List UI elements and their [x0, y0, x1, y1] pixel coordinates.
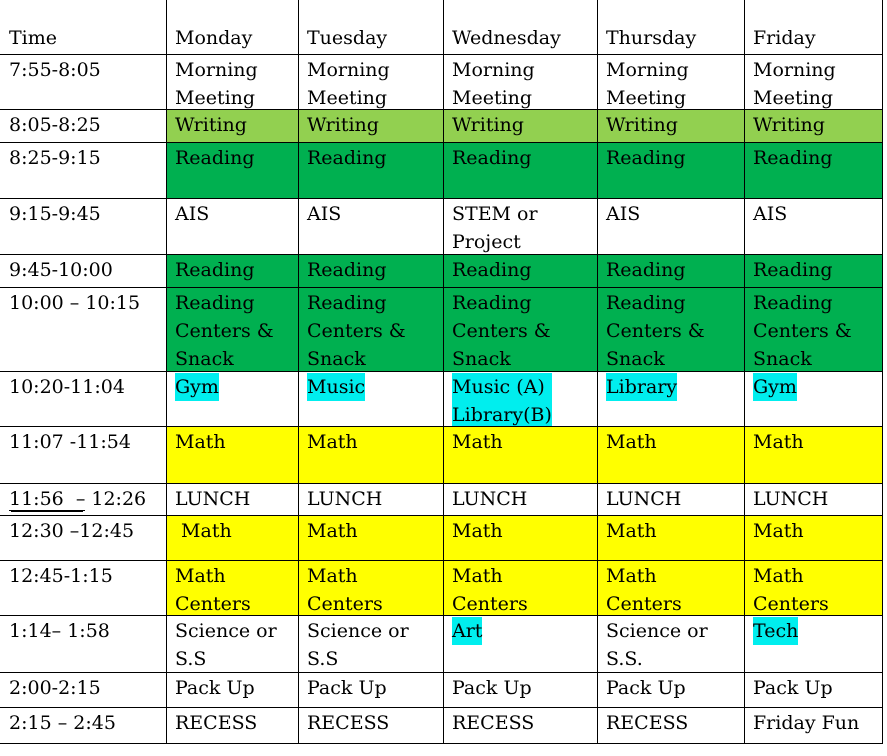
activity-label: Reading	[307, 259, 387, 281]
activity-cell-wednesday	[443, 254, 597, 287]
header-label: Monday	[175, 27, 253, 49]
column-divider	[298, 0, 299, 744]
activity-cell-tuesday	[298, 672, 443, 707]
activity-cell-wednesday	[443, 615, 597, 672]
row-divider	[0, 109, 883, 110]
activity-cell-thursday	[597, 54, 744, 109]
activity-cell-tuesday	[298, 371, 443, 426]
activity-label: Reading Centers & Snack	[606, 292, 705, 370]
activity-label: Math Centers	[307, 565, 383, 615]
activity-cell-friday	[744, 198, 882, 254]
header-thursday	[597, 0, 744, 54]
activity-label: Science or S.S	[307, 620, 409, 670]
time-label: 12:45-1:15	[9, 565, 113, 587]
activity-label: Tech	[753, 617, 798, 645]
column-divider	[166, 0, 167, 744]
activity-cell-wednesday	[443, 142, 597, 198]
time-label: 12:30 –12:45	[9, 520, 135, 542]
time-cell	[0, 515, 166, 560]
column-divider	[744, 0, 745, 744]
time-cell	[0, 371, 166, 426]
activity-label: Reading Centers & Snack	[175, 292, 274, 370]
time-label: 11:07 -11:54	[9, 431, 131, 453]
time-label: 8:25-9:15	[9, 147, 101, 169]
activity-cell-friday	[744, 142, 882, 198]
time-cell	[0, 560, 166, 615]
header-label: Thursday	[606, 27, 697, 49]
activity-label: Pack Up	[753, 677, 833, 699]
row-divider	[0, 198, 883, 199]
row-divider	[0, 743, 883, 744]
activity-cell-monday	[166, 707, 298, 743]
activity-cell-tuesday	[298, 142, 443, 198]
activity-cell-thursday	[597, 672, 744, 707]
activity-label: Math	[175, 431, 226, 453]
activity-label: LUNCH	[606, 488, 682, 510]
column-divider	[597, 0, 598, 744]
activity-label: AIS	[606, 203, 641, 225]
activity-label: Morning Meeting	[606, 59, 689, 109]
time-cell	[0, 615, 166, 672]
time-cell	[0, 142, 166, 198]
activity-label: Reading	[452, 259, 532, 281]
activity-cell-monday	[166, 54, 298, 109]
activity-label: Reading Centers & Snack	[307, 292, 406, 370]
activity-cell-wednesday	[443, 560, 597, 615]
activity-label: Math Centers	[753, 565, 829, 615]
activity-cell-wednesday	[443, 109, 597, 142]
activity-cell-tuesday	[298, 198, 443, 254]
activity-label: AIS	[175, 203, 210, 225]
activity-label: Writing	[175, 114, 247, 136]
activity-cell-thursday	[597, 287, 744, 371]
row-divider	[0, 615, 883, 616]
activity-label: Math	[452, 520, 503, 542]
activity-label: Gym	[175, 373, 219, 401]
activity-cell-friday	[744, 707, 882, 743]
time-cell	[0, 707, 166, 743]
activity-label: Library	[606, 373, 677, 401]
row-divider	[0, 426, 883, 427]
activity-cell-thursday	[597, 483, 744, 515]
activity-label: Math	[452, 431, 503, 453]
activity-label: Reading	[175, 147, 255, 169]
activity-label: Morning Meeting	[452, 59, 535, 109]
activity-label: Math Centers	[175, 565, 251, 615]
activity-cell-wednesday	[443, 483, 597, 515]
activity-label: Friday Fun	[753, 712, 860, 734]
activity-cell-wednesday	[443, 54, 597, 109]
activity-label: Pack Up	[175, 677, 255, 699]
activity-label: Reading	[753, 147, 833, 169]
activity-cell-monday	[166, 142, 298, 198]
activity-cell-friday	[744, 483, 882, 515]
row-divider	[0, 483, 883, 484]
activity-cell-wednesday	[443, 426, 597, 483]
activity-label: Writing	[753, 114, 825, 136]
activity-cell-thursday	[597, 515, 744, 560]
activity-cell-thursday	[597, 198, 744, 254]
activity-cell-tuesday	[298, 426, 443, 483]
activity-label: Science or S.S	[175, 620, 277, 670]
header-label: Tuesday	[307, 27, 388, 49]
activity-cell-friday	[744, 615, 882, 672]
time-cell	[0, 287, 166, 371]
header-friday	[744, 0, 882, 54]
activity-label: Math	[175, 520, 232, 542]
activity-label: Reading	[753, 259, 833, 281]
time-label: 7:55-8:05	[9, 59, 101, 81]
activity-label: RECESS	[452, 712, 535, 734]
header-monday	[166, 0, 298, 54]
header-time	[0, 0, 166, 54]
activity-label: AIS	[307, 203, 342, 225]
activity-label: Writing	[452, 114, 524, 136]
column-divider	[882, 0, 883, 744]
activity-label: LUNCH	[175, 488, 251, 510]
activity-cell-friday	[744, 515, 882, 560]
time-label: 9:45-10:00	[9, 259, 113, 281]
time-label: 2:00-2:15	[9, 677, 101, 699]
activity-cell-thursday	[597, 142, 744, 198]
activity-cell-tuesday	[298, 483, 443, 515]
activity-cell-monday	[166, 483, 298, 515]
activity-label: Pack Up	[452, 677, 532, 699]
time-label-underlined: 11:56 –	[9, 488, 86, 510]
row-divider	[0, 254, 883, 255]
activity-cell-monday	[166, 615, 298, 672]
activity-label: Math Centers	[606, 565, 682, 615]
time-label: 1:14– 1:58	[9, 620, 110, 642]
activity-label: Reading	[175, 259, 255, 281]
time-cell	[0, 672, 166, 707]
activity-cell-friday	[744, 371, 882, 426]
time-cell	[0, 426, 166, 483]
row-divider	[0, 515, 883, 516]
activity-cell-wednesday	[443, 672, 597, 707]
row-divider	[0, 287, 883, 288]
activity-label: Pack Up	[307, 677, 387, 699]
activity-cell-monday	[166, 287, 298, 371]
activity-label: LUNCH	[452, 488, 528, 510]
activity-label: Math	[606, 431, 657, 453]
activity-label: Reading Centers & Snack	[753, 292, 852, 370]
activity-label: AIS	[753, 203, 788, 225]
activity-label: Reading	[606, 259, 686, 281]
row-divider	[0, 560, 883, 561]
time-label: 9:15-9:45	[9, 203, 101, 225]
header-label: Time	[9, 27, 58, 49]
activity-cell-monday	[166, 515, 298, 560]
activity-cell-tuesday	[298, 287, 443, 371]
time-label: 10:20-11:04	[9, 376, 125, 398]
activity-cell-tuesday	[298, 54, 443, 109]
activity-cell-tuesday	[298, 560, 443, 615]
row-divider	[0, 142, 883, 143]
activity-label: Reading	[307, 147, 387, 169]
activity-label: Math	[307, 431, 358, 453]
activity-cell-thursday	[597, 615, 744, 672]
activity-label: RECESS	[606, 712, 689, 734]
header-tuesday	[298, 0, 443, 54]
activity-cell-monday	[166, 254, 298, 287]
activity-label: Math	[753, 431, 804, 453]
activity-label: LUNCH	[753, 488, 829, 510]
activity-cell-wednesday	[443, 198, 597, 254]
activity-label: Reading Centers & Snack	[452, 292, 551, 370]
activity-cell-thursday	[597, 560, 744, 615]
activity-cell-tuesday	[298, 615, 443, 672]
time-cell	[0, 254, 166, 287]
activity-label: Music	[307, 373, 365, 401]
activity-label: Reading	[452, 147, 532, 169]
activity-label: Math	[753, 520, 804, 542]
row-divider	[0, 707, 883, 708]
time-cell	[0, 54, 166, 109]
activity-label: RECESS	[307, 712, 390, 734]
activity-label: Morning Meeting	[175, 59, 258, 109]
activity-cell-thursday	[597, 426, 744, 483]
column-divider	[443, 0, 444, 744]
activity-cell-thursday	[597, 109, 744, 142]
activity-cell-wednesday	[443, 287, 597, 371]
time-label: 10:00 – 10:15	[9, 292, 141, 314]
time-label: 8:05-8:25	[9, 114, 101, 136]
time-label	[9, 485, 146, 513]
activity-label: Art	[452, 617, 482, 645]
activity-label: Pack Up	[606, 677, 686, 699]
activity-cell-friday	[744, 426, 882, 483]
activity-cell-monday	[166, 560, 298, 615]
activity-cell-wednesday	[443, 707, 597, 743]
activity-cell-friday	[744, 109, 882, 142]
row-divider	[0, 54, 883, 55]
activity-cell-monday	[166, 426, 298, 483]
activity-label: Morning Meeting	[753, 59, 836, 109]
row-divider	[0, 371, 883, 372]
activity-cell-friday	[744, 254, 882, 287]
activity-cell-wednesday	[443, 515, 597, 560]
activity-label: Music (A) Library(B)	[452, 373, 552, 429]
activity-cell-tuesday	[298, 707, 443, 743]
row-divider	[0, 672, 883, 673]
activity-label: Science or S.S.	[606, 620, 708, 670]
activity-cell-tuesday	[298, 109, 443, 142]
activity-label: Morning Meeting	[307, 59, 390, 109]
activity-cell-friday	[744, 672, 882, 707]
activity-cell-monday	[166, 198, 298, 254]
activity-label: Gym	[753, 373, 797, 401]
activity-label: Writing	[606, 114, 678, 136]
time-cell	[0, 109, 166, 142]
activity-label: RECESS	[175, 712, 258, 734]
activity-cell-monday	[166, 371, 298, 426]
header-wednesday	[443, 0, 597, 54]
header-label: Wednesday	[452, 27, 561, 49]
activity-label: STEM or Project	[452, 203, 538, 253]
activity-cell-wednesday	[443, 371, 597, 426]
activity-label: LUNCH	[307, 488, 383, 510]
activity-cell-friday	[744, 287, 882, 371]
time-label-rest: 12:26	[85, 488, 147, 510]
time-label: 2:15 – 2:45	[9, 712, 116, 734]
activity-cell-thursday	[597, 707, 744, 743]
activity-cell-friday	[744, 560, 882, 615]
time-cell	[0, 483, 166, 515]
activity-label: Math	[606, 520, 657, 542]
activity-label: Math	[307, 520, 358, 542]
time-cell	[0, 198, 166, 254]
header-label: Friday	[753, 27, 816, 49]
activity-cell-thursday	[597, 254, 744, 287]
activity-cell-tuesday	[298, 515, 443, 560]
activity-cell-thursday	[597, 371, 744, 426]
activity-label: Math Centers	[452, 565, 528, 615]
activity-cell-friday	[744, 54, 882, 109]
activity-cell-monday	[166, 672, 298, 707]
activity-cell-monday	[166, 109, 298, 142]
activity-label: Writing	[307, 114, 379, 136]
activity-label: Reading	[606, 147, 686, 169]
activity-cell-tuesday	[298, 254, 443, 287]
